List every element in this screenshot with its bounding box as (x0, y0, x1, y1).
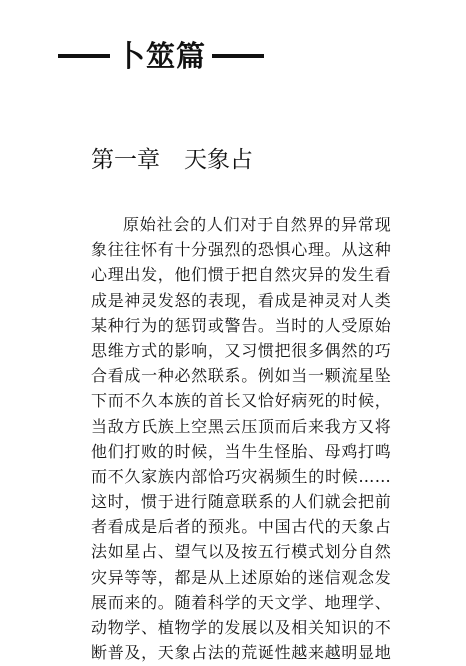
text-line: 法如星占、望气以及按五行模式划分自然 (91, 542, 391, 562)
text-line: 这时，惯于进行随意联系的人们就会把前 (91, 492, 391, 512)
chapter-number: 第一章 (91, 147, 160, 173)
text-line: 灾异等等，都是从上述原始的迷信观念发 (91, 567, 391, 587)
text-line: 思维方式的影响，又习惯把很多偶然的巧 (91, 340, 391, 360)
text-line: 象往往怀有十分强烈的恐惧心理。从这种 (91, 240, 391, 260)
part-header-right-rule (212, 54, 264, 58)
body-paragraph (91, 212, 391, 665)
part-title: 卜筮篇 (116, 39, 207, 73)
text-line: 他们打败的时候，当牛生怪胎、母鸡打鸣 (91, 441, 391, 461)
text-line: 而不久家族内部恰巧灾祸频生的时候…… (91, 466, 391, 486)
chapter-heading (91, 145, 253, 175)
text-line: 下而不久本族的首长又恰好病死的时候， (91, 391, 391, 411)
text-line: 合看成一种必然联系。例如当一颗流星坠 (91, 366, 391, 386)
text-line: 某种行为的惩罚或警告。当时的人受原始 (91, 315, 391, 335)
text-line: 心理出发，他们惯于把自然灾异的发生看 (91, 265, 391, 285)
text-line: 成是神灵发怒的表现，看成是神灵对人类 (91, 290, 391, 310)
text-line: 动物学、植物学的发展以及相关知识的不 (91, 618, 391, 637)
text-line: 当敌方氏族上空黑云压顶而后来我方又将 (91, 416, 391, 436)
text-line: 原始社会的人们对于自然界的异常现 (123, 215, 391, 234)
text-line: 展而来的。随着科学的天文学、地理学、 (91, 592, 391, 612)
chapter-title: 天象占 (184, 147, 253, 173)
text-line: 者看成是后者的预兆。中国古代的天象占 (91, 517, 391, 537)
part-header-left-rule (58, 54, 110, 58)
text-line: 断普及，天象占法的荒诞性越来越明显地 (91, 643, 391, 663)
part-header (58, 36, 298, 76)
